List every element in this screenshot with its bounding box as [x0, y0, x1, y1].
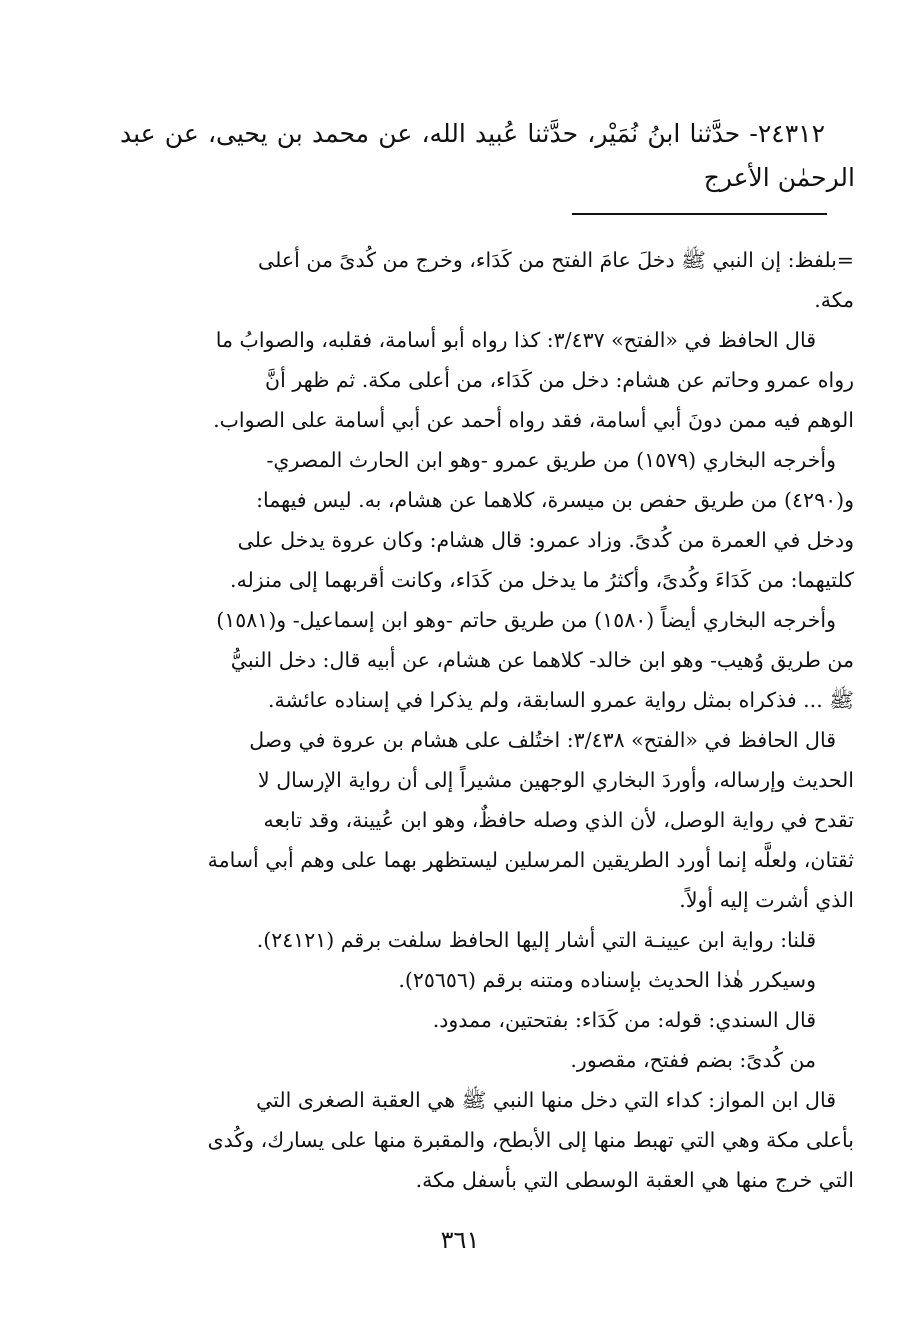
- footnote-separator: [572, 213, 827, 215]
- footnote-line: قال الحافظ في «الفتح» ٣/٤٣٧: كذا رواه أبو أسامة، فقلبه، والصوابُ ما: [215, 328, 816, 352]
- footnote-line: ثقتان، ولعلَّه إنما أورد الطريقين المرسلين ليستظهر بهما على وهم أبي أسامة: [207, 848, 854, 872]
- footnote-line: الوهم فيه ممن دونَ أبي أسامة، فقد رواه أحمد عن أبي أسامة على الصواب.: [213, 408, 854, 432]
- footnote-line: قال ابن المواز: كداء التي دخل منها النبي ﷺ هي العقبة الصغرى التي: [256, 1088, 836, 1112]
- footnote-line: و(٤٢٩٠) من طريق حفص بن ميسرة، كلاهما عن هشام، به. ليس فيهما:: [256, 488, 854, 512]
- footnotes: [126, 240, 854, 1200]
- footnote-line: من كُدىً: بضم ففتح، مقصور.: [570, 1048, 816, 1072]
- footnote-line: قال الحافظ في «الفتح» ٣/٤٣٨: اختُلف على هشام بن عروة في وصل: [249, 728, 836, 752]
- footnote-line: مكة.: [814, 288, 854, 312]
- footnote-line: الذي أشرت إليه أولاً.: [679, 888, 854, 912]
- footnote-line: قال السندي: قوله: من كَدَاء: بفتحتين، ممدود.: [432, 1008, 816, 1032]
- footnote-line: وسيكرر هٰذا الحديث بإسناده ومتنه برقم (٢٥٦٥٦).: [398, 968, 816, 992]
- footnote-line: رواه عمرو وحاتم عن هشام: دخل من كَدَاء، من أعلى مكة. ثم ظهر أنَّ: [265, 368, 854, 392]
- footnote-line: =بلفظ: إن النبي ﷺ دخلَ عامَ الفتح من كَدَاء، وخرج من كُدىً من أعلى: [258, 248, 854, 272]
- page-number: ٣٦١: [440, 1226, 480, 1254]
- footnote-line: وأخرجه البخاري أيضاً (١٥٨٠) من طريق حاتم -وهو ابن إسماعيل- و(١٥٨١): [216, 608, 836, 632]
- footnote-line: التي خرج منها هي العقبة الوسطى التي بأسفل مكة.: [415, 1168, 854, 1192]
- footnote-line: قلنا: رواية ابن عيينـة التي أشار إليها الحافظ سلفت برقم (٢٤١٢١).: [256, 928, 816, 952]
- footnote-line: تقدح في رواية الوصل، لأن الذي وصله حافظٌ، وهو ابن عُيينة، وقد تابعه: [263, 808, 854, 832]
- footnote-line: من طريق وُهيب- وهو ابن خالد- كلاهما عن هشام، عن أبيه قال: دخل النبيُّ: [230, 648, 854, 672]
- footnote-line: ﷺ ... فذكراه بمثل رواية عمرو السابقة، ولم يذكرا في إسناده عائشة.: [267, 688, 854, 712]
- footnote-line: بأعلى مكة وهي التي تهبط منها إلى الأبطح، والمقبرة منها على يسارك، وكُدى: [207, 1128, 854, 1152]
- footnote-line: ودخل في العمرة من كُدىً. وزاد عمرو: قال هشام: وكان عروة يدخل على: [237, 528, 854, 552]
- footnote-line: وأخرجه البخاري (١٥٧٩) من طريق عمرو -وهو ابن الحارث المصري-: [266, 448, 836, 472]
- footnote-line: الحديث وإرساله، وأوردَ البخاري الوجهين مشيراً إلى أن رواية الإرسال لا: [258, 768, 854, 792]
- hadith-text: ٢٤٣١٢- حدَّثنا ابنُ نُمَيْر، حدَّثنا عُبيد الله، عن محمد بن يحيى، عن عبد الرحمٰن الأعرج: [120, 119, 855, 192]
- footnote-line: كلتيهما: من كَدَاءَ وكُدىً، وأكثرُ ما يدخل من كَدَاء، وكانت أقربهما إلى منزله.: [230, 568, 854, 592]
